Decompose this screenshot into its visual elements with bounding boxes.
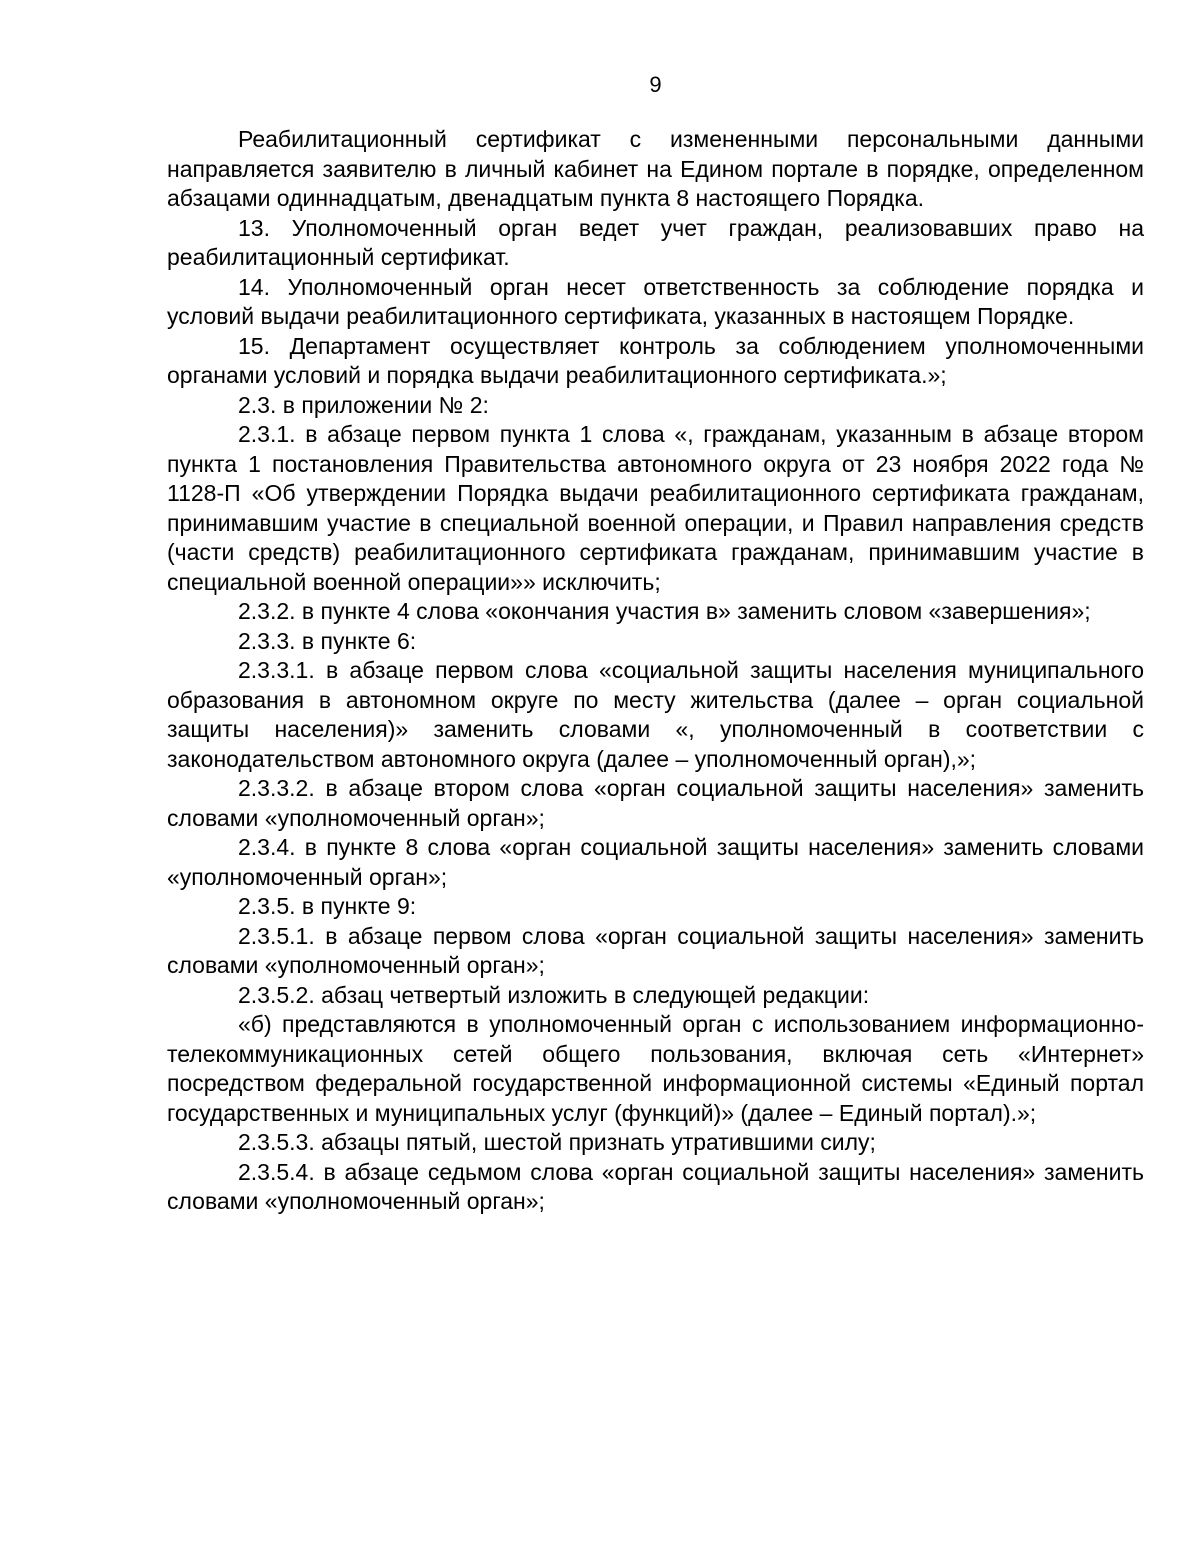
paragraph: 2.3.3.2. в абзаце втором слова «орган социальной защиты населения» заменить словами «уполномоченный орган»; bbox=[167, 775, 1144, 831]
paragraph: 2.3.5.2. абзац четвертый изложить в следующей редакции: bbox=[238, 981, 870, 1008]
paragraph: 2.3.5.4. в абзаце седьмом слова «орган социальной защиты населения» заменить словами «уполномоченный орган»; bbox=[167, 1158, 1144, 1214]
paragraph: 2.3.4. в пункте 8 слова «орган социальной защиты населения» заменить словами «уполномоченный орган»; bbox=[167, 834, 1144, 890]
paragraph: 2.3.5.3. абзацы пятый, шестой признать утратившими силу; bbox=[238, 1129, 876, 1155]
paragraph: 2.3.5. в пункте 9: bbox=[238, 893, 417, 919]
paragraph: 13. Уполномоченный орган ведет учет граждан, реализовавших право на реабилитационный сертификат. bbox=[167, 214, 1144, 270]
paragraph: 2.3.1. в абзаце первом пункта 1 слова «, гражданам, указанным в абзаце втором пункта 1 постановления Правительства автономного округа от 23 ноября 2022 года № 1128-П «Об утверждении Порядка выдачи реабилитационного сертификата гражданам, принимавшим участие в специальной военной операции, и Правил направления средств (части средств) реабилитационного сертификата гражданам, принимавшим участие в специальной военной операции»» исключить; bbox=[167, 421, 1144, 595]
paragraph: 2.3.5.1. в абзаце первом слова «орган социальной защиты населения» заменить словами «уполномоченный орган»; bbox=[167, 922, 1144, 978]
paragraph: 15. Департамент осуществляет контроль за соблюдением уполномоченными органами условий и порядка выдачи реабилитационного сертификата.»; bbox=[167, 332, 1144, 388]
page-number: 9 bbox=[649, 72, 662, 97]
paragraph: 14. Уполномоченный орган несет ответственность за соблюдение порядка и условий выдачи реабилитационного сертификата, указанных в настоящем Порядке. bbox=[167, 273, 1144, 329]
document-body bbox=[167, 125, 1144, 1217]
paragraph: 2.3.2. в пункте 4 слова «окончания участия в» заменить словом «завершения»; bbox=[238, 598, 1091, 624]
paragraph: «б) представляются в уполномоченный орган с использованием информационно-телекоммуникационных сетей общего пользования, включая сеть «Интернет» посредством федеральной государственной информационной системы «Единый портал государственных и муниципальных услуг (функций)» (далее – Единый портал).»; bbox=[167, 1011, 1144, 1126]
paragraph: 2.3.3. в пункте 6: bbox=[238, 627, 417, 654]
paragraph: 2.3.3.1. в абзаце первом слова «социальной защиты населения муниципального образования в автономном округе по месту жительства (далее – орган социальной защиты населения)» заменить словами «, уполномоченный в соответствии с законодательством автономного округа (далее – уполномоченный орган),»; bbox=[167, 657, 1144, 772]
paragraph: 2.3. в приложении № 2: bbox=[238, 391, 489, 418]
paragraph: Реабилитационный сертификат с измененными персональными данными направляется заявителю в личный кабинет на Едином портале в порядке, определенном абзацами одиннадцатым, двенадцатым пункта 8 настоящего Порядка. bbox=[167, 126, 1144, 211]
